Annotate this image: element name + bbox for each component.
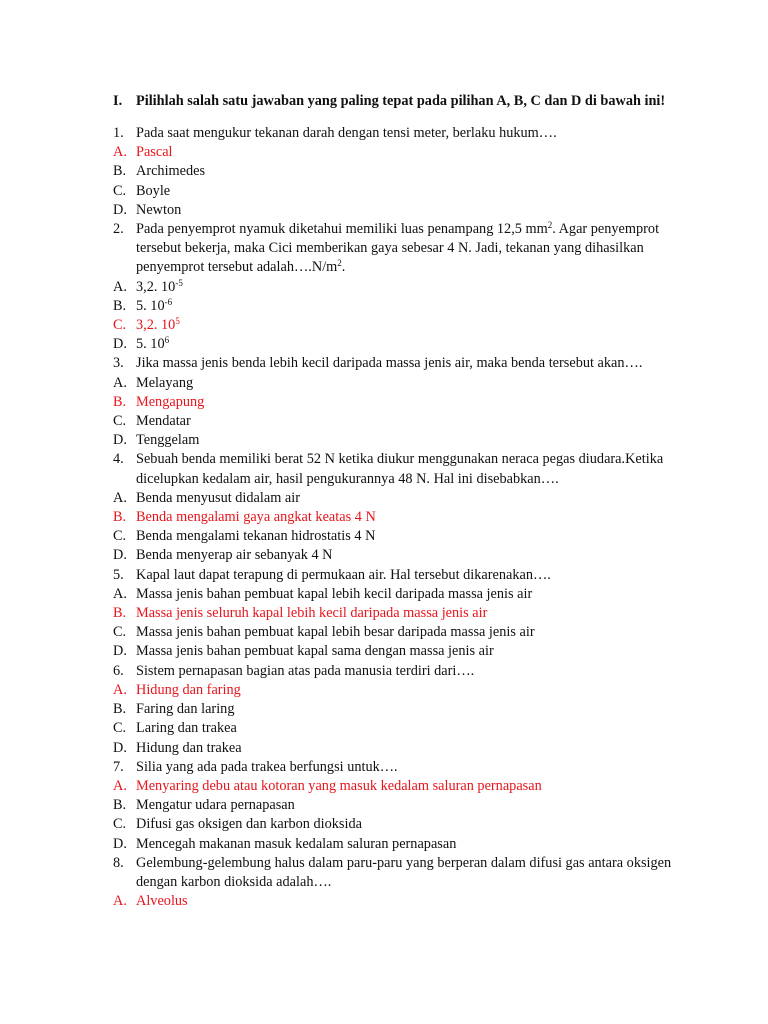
option-a-correct xyxy=(113,681,673,700)
question-8 xyxy=(113,854,673,892)
option-letter: C. xyxy=(113,317,127,334)
option-letter: C. xyxy=(113,413,127,430)
option-letter: A. xyxy=(113,681,127,698)
option-letter: B. xyxy=(113,297,127,314)
options-q4 xyxy=(113,489,673,566)
option-text: Boyle xyxy=(136,182,171,199)
options-q1 xyxy=(113,143,673,220)
option-letter: D. xyxy=(113,835,127,852)
question-number: 2. xyxy=(113,221,124,238)
exponent: -6 xyxy=(164,296,173,307)
question-number: 3. xyxy=(113,355,124,372)
options-q3 xyxy=(113,374,673,451)
option-letter: A. xyxy=(113,278,127,295)
question-6 xyxy=(113,662,673,681)
option-letter: B. xyxy=(113,163,127,180)
options-q2 xyxy=(113,278,673,355)
options-q6 xyxy=(113,681,673,758)
option-letter: C. xyxy=(113,182,127,199)
question-text: Pada saat mengukur tekanan darah dengan tensi meter, berlaku hukum…. xyxy=(136,125,557,141)
option-text: Difusi gas oksigen dan karbon dioksida xyxy=(136,816,362,833)
option-text: 3,2. 10 xyxy=(136,317,176,334)
option-text: Menyaring debu atau kotoran yang masuk kedalam saluran pernapasan xyxy=(136,777,542,794)
option-letter: B. xyxy=(113,393,127,410)
option-a-correct xyxy=(113,143,673,162)
section-instruction xyxy=(113,92,673,110)
question-number: 8. xyxy=(113,854,124,871)
option-text: Benda mengalami gaya angkat keatas 4 N xyxy=(136,509,376,526)
superscript: 2 xyxy=(547,220,553,231)
question-7 xyxy=(113,758,673,777)
option-b xyxy=(113,796,673,815)
option-letter: C. xyxy=(113,624,127,641)
option-d xyxy=(113,835,673,854)
options-q7 xyxy=(113,777,673,854)
option-a-correct xyxy=(113,777,673,796)
question-number: 5. xyxy=(113,566,124,583)
option-text: Mengapung xyxy=(136,393,205,410)
question-text xyxy=(136,221,659,275)
option-c xyxy=(113,527,673,546)
exponent: -5 xyxy=(175,277,183,288)
option-d xyxy=(113,642,673,661)
option-b-correct xyxy=(113,508,673,527)
option-text: Benda mengalami tekanan hidrostatis 4 N xyxy=(136,528,376,545)
option-letter: A. xyxy=(113,777,127,794)
option-letter: D. xyxy=(113,201,127,218)
question-text-part: Pada penyemprot nyamuk diketahui memiliki luas penampang 12,5 mm xyxy=(136,221,548,238)
option-d xyxy=(113,546,673,565)
exponent: 5 xyxy=(175,316,180,327)
option-letter: C. xyxy=(113,720,127,737)
option-b xyxy=(113,297,673,316)
option-text: Mengatur udara pernapasan xyxy=(136,797,295,814)
exponent: 6 xyxy=(164,335,170,346)
section-number: I. xyxy=(113,93,123,109)
question-number: 6. xyxy=(113,662,124,679)
option-a-correct xyxy=(113,892,673,911)
question-sheet xyxy=(113,92,673,911)
option-b-correct xyxy=(113,604,673,623)
superscript: 2 xyxy=(337,258,342,269)
option-letter: D. xyxy=(113,547,127,564)
option-c xyxy=(113,719,673,738)
option-d xyxy=(113,739,673,758)
option-text: Archimedes xyxy=(136,163,206,180)
option-b xyxy=(113,162,673,181)
question-2 xyxy=(113,220,673,278)
question-text: Gelembung-gelembung halus dalam paru-paru yang berperan dalam difusi gas antara oksigen dengan karbon dioksida adalah…. xyxy=(136,854,672,890)
option-text: Hidung dan trakea xyxy=(136,739,242,756)
option-text: Pascal xyxy=(136,144,173,161)
question-text: Sistem pernapasan bagian atas pada manusia terdiri dari…. xyxy=(136,662,475,679)
option-c xyxy=(113,815,673,834)
option-text: Tenggelam xyxy=(136,432,200,449)
question-text: Jika massa jenis benda lebih kecil daripada massa jenis air, maka benda tersebut akan…. xyxy=(136,355,643,372)
options-q8 xyxy=(113,892,673,911)
option-text: Alveolus xyxy=(136,893,188,910)
question-number: 1. xyxy=(113,125,124,141)
question-number: 7. xyxy=(113,758,124,775)
option-text: Massa jenis seluruh kapal lebih kecil daripada massa jenis air xyxy=(136,605,488,622)
option-text: 5. 10 xyxy=(136,336,165,353)
option-letter: D. xyxy=(113,336,127,353)
option-letter: B. xyxy=(113,509,127,526)
option-c xyxy=(113,623,673,642)
option-letter: A. xyxy=(113,489,127,506)
option-text: Laring dan trakea xyxy=(136,720,237,737)
option-c xyxy=(113,182,673,201)
question-3 xyxy=(113,354,673,373)
option-a xyxy=(113,489,673,508)
option-letter: B. xyxy=(113,605,127,622)
option-a xyxy=(113,278,673,297)
option-text: 3,2. 10 xyxy=(136,278,176,295)
question-text: Silia yang ada pada trakea berfungsi untuk…. xyxy=(136,758,398,775)
option-text: Mencegah makanan masuk kedalam saluran pernapasan xyxy=(136,835,457,852)
question-4 xyxy=(113,450,673,488)
question-5 xyxy=(113,566,673,585)
option-d xyxy=(113,335,673,354)
option-letter: D. xyxy=(113,739,127,756)
question-text-part: . Agar penyemprot tersebut bekerja, maka Cici memberikan gaya sebesar 4 N. Jadi, tekanan yang dihasilkan penyemprot tersebut adalah….N/m xyxy=(136,221,660,276)
question-text-part: . xyxy=(341,259,346,276)
option-letter: A. xyxy=(113,585,127,602)
option-letter: D. xyxy=(113,432,127,449)
option-c xyxy=(113,412,673,431)
option-a xyxy=(113,374,673,393)
option-d xyxy=(113,431,673,450)
option-c-correct xyxy=(113,316,673,335)
section-instruction-text: Pilihlah salah satu jawaban yang paling tepat pada pilihan A, B, C dan D di bawah ini! xyxy=(136,93,666,109)
question-text: Kapal laut dapat terapung di permukaan air. Hal tersebut dikarenakan…. xyxy=(136,566,551,583)
option-letter: A. xyxy=(113,374,127,391)
option-text: Newton xyxy=(136,201,182,218)
option-d xyxy=(113,201,673,220)
option-letter: D. xyxy=(113,643,127,660)
option-text: Benda menyusut didalam air xyxy=(136,489,300,506)
option-text: Massa jenis bahan pembuat kapal lebih kecil daripada massa jenis air xyxy=(136,585,533,602)
option-letter: B. xyxy=(113,701,127,718)
option-text: Massa jenis bahan pembuat kapal lebih besar daripada massa jenis air xyxy=(136,624,535,641)
option-text: Mendatar xyxy=(136,413,191,430)
option-letter: C. xyxy=(113,528,127,545)
options-q5 xyxy=(113,585,673,662)
option-letter: B. xyxy=(113,797,127,814)
option-letter: A. xyxy=(113,893,127,910)
option-a xyxy=(113,585,673,604)
question-1 xyxy=(113,124,673,143)
option-letter: A. xyxy=(113,144,127,161)
option-text: Faring dan laring xyxy=(136,701,235,718)
question-number: 4. xyxy=(113,451,124,468)
option-text: 5. 10 xyxy=(136,297,165,314)
option-text: Hidung dan faring xyxy=(136,681,241,698)
option-text: Massa jenis bahan pembuat kapal sama dengan massa jenis air xyxy=(136,643,494,660)
question-text: Sebuah benda memiliki berat 52 N ketika diukur menggunakan neraca pegas diudara.Ketika dicelupkan kedalam air, hasil pengukurannya 48 N. Hal ini disebabkan…. xyxy=(136,451,664,487)
option-b xyxy=(113,700,673,719)
option-text: Benda menyerap air sebanyak 4 N xyxy=(136,547,333,564)
option-text: Melayang xyxy=(136,374,194,391)
option-letter: C. xyxy=(113,816,127,833)
option-b-correct xyxy=(113,393,673,412)
